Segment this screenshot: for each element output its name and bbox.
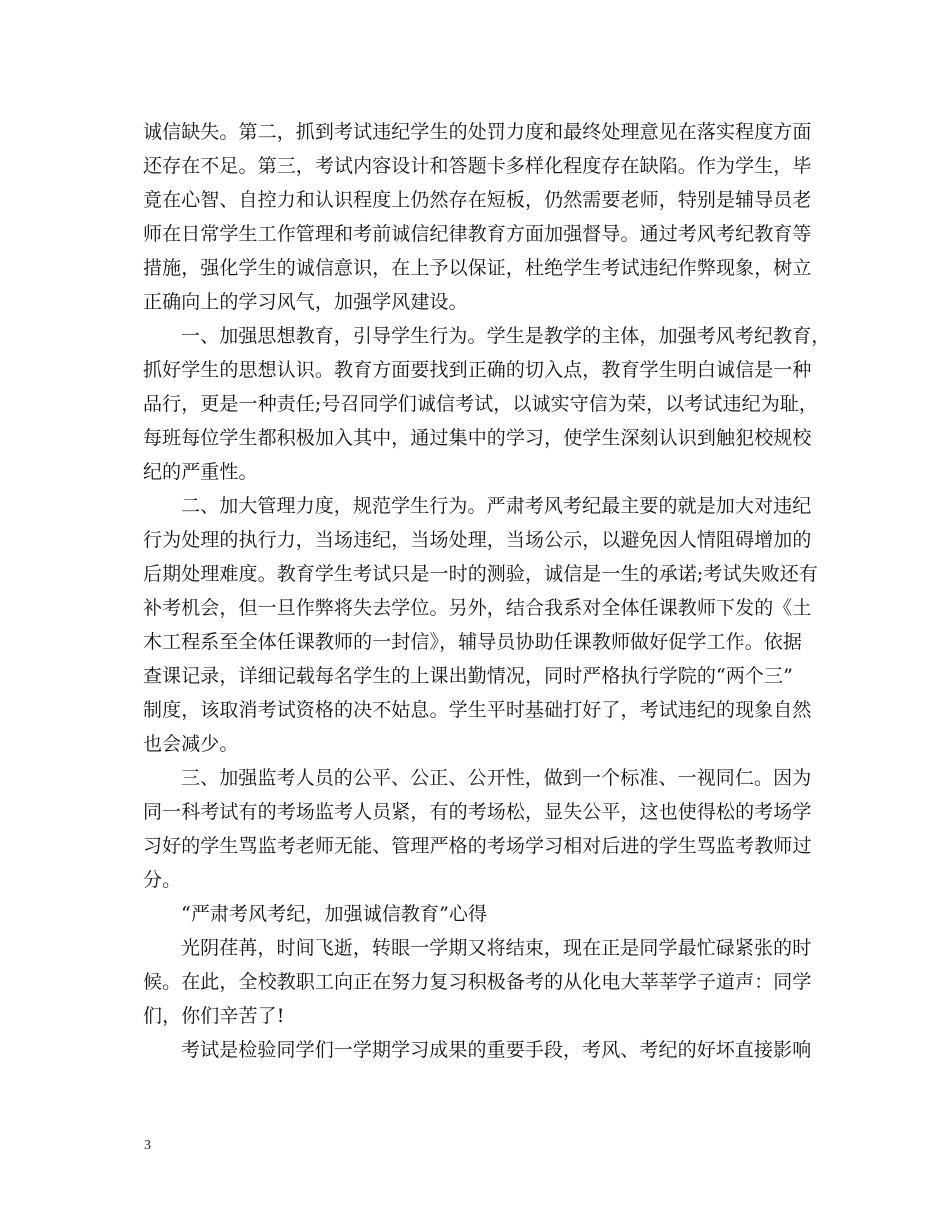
paragraph-start-line: 考试是检验同学们一学期学习成果的重要手段，考风、考纪的好坏直接影响: [181, 1039, 812, 1061]
text-line: 措施，强化学生的诚信意识，在上予以保证，杜绝学生考试违纪作弊现象，树立: [143, 257, 812, 279]
text-line: 木工程系至全体任课教师的一封信》，辅导员协助任课教师做好促学工作。依据: [143, 631, 803, 653]
text-line: 制度，该取消考试资格的决不姑息。学生平时基础打好了，考试违纪的现象自然: [143, 699, 812, 721]
text-line: 补考机会，但一旦作弊将失去学位。另外，结合我系对全体任课教师下发的《土: [143, 597, 812, 619]
text-line: 师在日常学生工作管理和考前诚信纪律教育方面加强督导。通过考风考纪教育等: [143, 223, 812, 245]
text-line: 正确向上的学习风气，加强学风建设。: [143, 291, 468, 313]
text-line: 竟在心智、自控力和认识程度上仍然存在短板，仍然需要老师，特别是辅导员老: [143, 189, 812, 211]
paragraph-start-line: 光阴荏苒，时间飞逝，转眼一学期又将结束，现在正是同学最忙碌紧张的时: [181, 937, 812, 959]
text-line: 抓好学生的思想认识。教育方面要找到正确的切入点，教育学生明白诚信是一种: [143, 359, 812, 381]
document-body: [143, 115, 831, 1067]
paragraph-start-line: 一、加强思想教育，引导学生行为。学生是教学的主体，加强考风考纪教育，: [181, 325, 831, 347]
text-line: 后期处理难度。教育学生考试只是一时的测验，诚信是一生的承诺;考试失败还有: [143, 563, 819, 585]
text-line: 同一科考试有的考场监考人员紧，有的考场松，显失公平，这也使得松的考场学: [143, 801, 812, 823]
page-number: 3: [144, 1138, 151, 1153]
text-line: 还存在不足。第三，考试内容设计和答题卡多样化程度存在缺陷。作为学生，毕: [143, 155, 812, 177]
text-line: 也会减少。: [143, 733, 239, 755]
text-line: 纪的严重性。: [143, 461, 258, 483]
text-line: 品行，更是一种责任;号召同学们诚信考试，以诚实守信为荣，以考试违纪为耻，: [143, 393, 819, 415]
paragraph-start-line: 二、加大管理力度，规范学生行为。严肃考风考纪最主要的就是加大对违纪: [181, 495, 812, 517]
text-line: 查课记录，详细记载每名学生的上课出勤情况，同时严格执行学院的“两个三”: [143, 665, 793, 687]
text-line: 分。: [143, 869, 182, 891]
text-line: 行为处理的执行力，当场违纪，当场处理，当场公示，以避免因人情阻碍增加的: [143, 529, 812, 551]
text-line: 习好的学生骂监考老师无能、管理严格的考场学习相对后进的学生骂监考教师过: [143, 835, 812, 857]
paragraph-start-line: 三、加强监考人员的公平、公正、公开性，做到一个标准、一视同仁。因为: [181, 767, 812, 789]
section-heading: “严肃考风考纪，加强诚信教育”心得: [181, 903, 488, 925]
text-line: 们，你们辛苦了!: [143, 1005, 285, 1027]
text-line: 候。在此，全校教职工向正在努力复习积极备考的从化电大莘莘学子道声：同学: [143, 971, 812, 993]
text-line: 诚信缺失。第二，抓到考试违纪学生的处罚力度和最终处理意见在落实程度方面: [143, 121, 812, 143]
text-line: 每班每位学生都积极加入其中，通过集中的学习，使学生深刻认识到触犯校规校: [143, 427, 812, 449]
